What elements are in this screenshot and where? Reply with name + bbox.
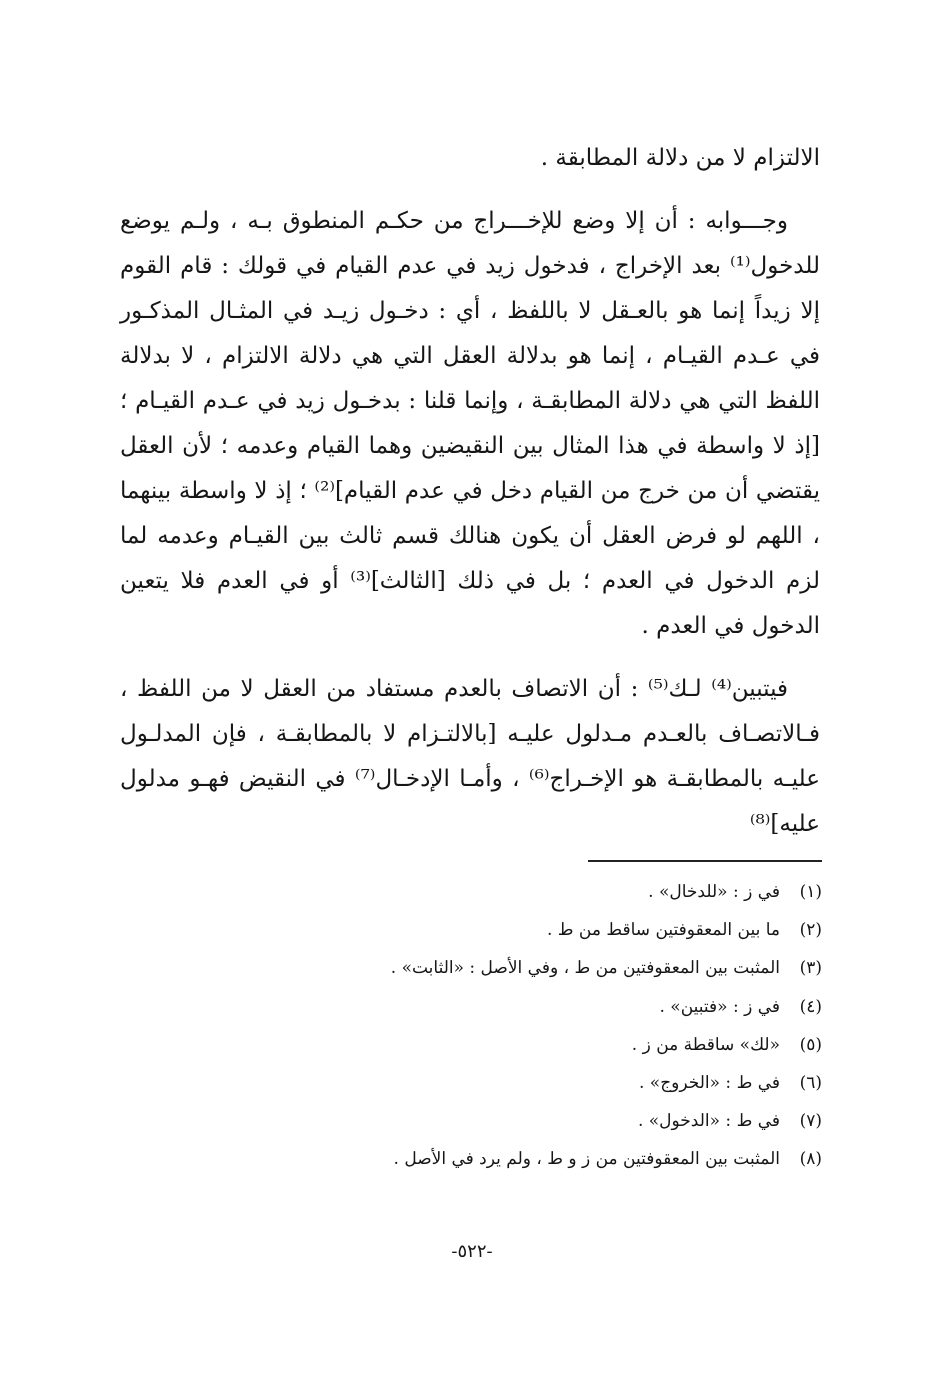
paragraph-answer: وجـــوابه : أن إلا وضع للإخـــراج من حكـم المنطوق بـه ، ولـم يوضع للدخول⁽¹⁾ بعد الإخراج ، فدخول زيد في عدم القيام في قولك : قام القوم إلا زيداً إنما هو بالعـقل لا باللفظ ، أي : دخـول زيـد في المثـال المذكـور في عـدم القيـام ، إنما هو بدلالة العقل التي هي دلالة الالتزام ، لا بدلالة اللفظ التي هي دلالة المطابقـة ، وإنما قلنا : بدخـول زيد في عـدم القيـام ؛ [إذ لا واسطة في هذا المثال بين النقيضين وهما القيام وعدمه ؛ لأن العقل يقتضي أن من خرج من القيام دخل في عدم القيام]⁽²⁾ ؛ إذ لا واسطة بينهما ، اللهم لو فرض العقل أن يكون هنالك قسم ثالث بين القيـام وعدمه لما لزم الدخول في العدم ؛ بل في ذلك [الثالث]⁽³⁾ أو في العدم فلا يتعين الدخول في العدم . <box>120 208 821 639</box>
footnote-number: (٣) <box>799 958 822 979</box>
footnote-item <box>222 1102 822 1140</box>
footnote-number: (١) <box>799 882 822 902</box>
footnote-text: «لك» ساقطة من ز . <box>631 1034 780 1055</box>
footnote-number: (٧) <box>799 1111 822 1132</box>
main-text <box>120 136 820 847</box>
paragraph-continuation: الالتزام لا من دلالة المطابقة . <box>540 145 820 171</box>
footnote-text: ما بين المعقوفتين ساقط من ط . <box>546 920 780 941</box>
footnote-item <box>222 873 822 911</box>
footnote-number: (٥) <box>799 1034 822 1055</box>
page-number: -٥٢٢- <box>451 1241 493 1262</box>
footnote-item <box>222 949 822 987</box>
footnote-item <box>222 1140 822 1178</box>
footnote-number: (٤) <box>799 996 822 1017</box>
footnote-separator <box>588 860 822 862</box>
footnote-text: المثبت بين المعقوفتين من ز و ط ، ولم يرد في الأصل . <box>393 1149 780 1170</box>
footnote-number: (٢) <box>799 920 822 941</box>
paragraph-conclusion: فيتبين⁽⁴⁾ لـك⁽⁵⁾ : أن الاتصاف بالعدم مستفاد من العقل لا من اللفظ ، فـالاتصـاف بالعـدم مـدلول عليـه [بالالتـزام لا بالمطابقـة ، فإن المدلـول عليـه بالمطابقـة هو الإخـراج⁽⁶⁾ ، وأمـا الإدخـال⁽⁷⁾ في النقيض فهـو مدلول عليه]⁽⁸⁾ <box>120 676 820 837</box>
footnote-number: (٦) <box>799 1073 822 1094</box>
footnote-item <box>222 1026 822 1064</box>
footnote-item <box>222 1064 822 1102</box>
footnote-text: المثبت بين المعقوفتين من ط ، وفي الأصل : «الثابت» . <box>390 958 780 979</box>
footnote-text: في ط : «الخروج» . <box>638 1073 780 1094</box>
footnote-number: (٨) <box>799 1149 822 1170</box>
footnote-item <box>222 988 822 1026</box>
footnote-text: في ز : «فتبين» . <box>659 996 780 1017</box>
footnote-text: في ط : «الدخول» . <box>637 1111 780 1132</box>
footnotes <box>222 873 822 1179</box>
footnote-item <box>222 911 822 949</box>
footnote-text: في ز : «للدخال» . <box>648 882 780 902</box>
